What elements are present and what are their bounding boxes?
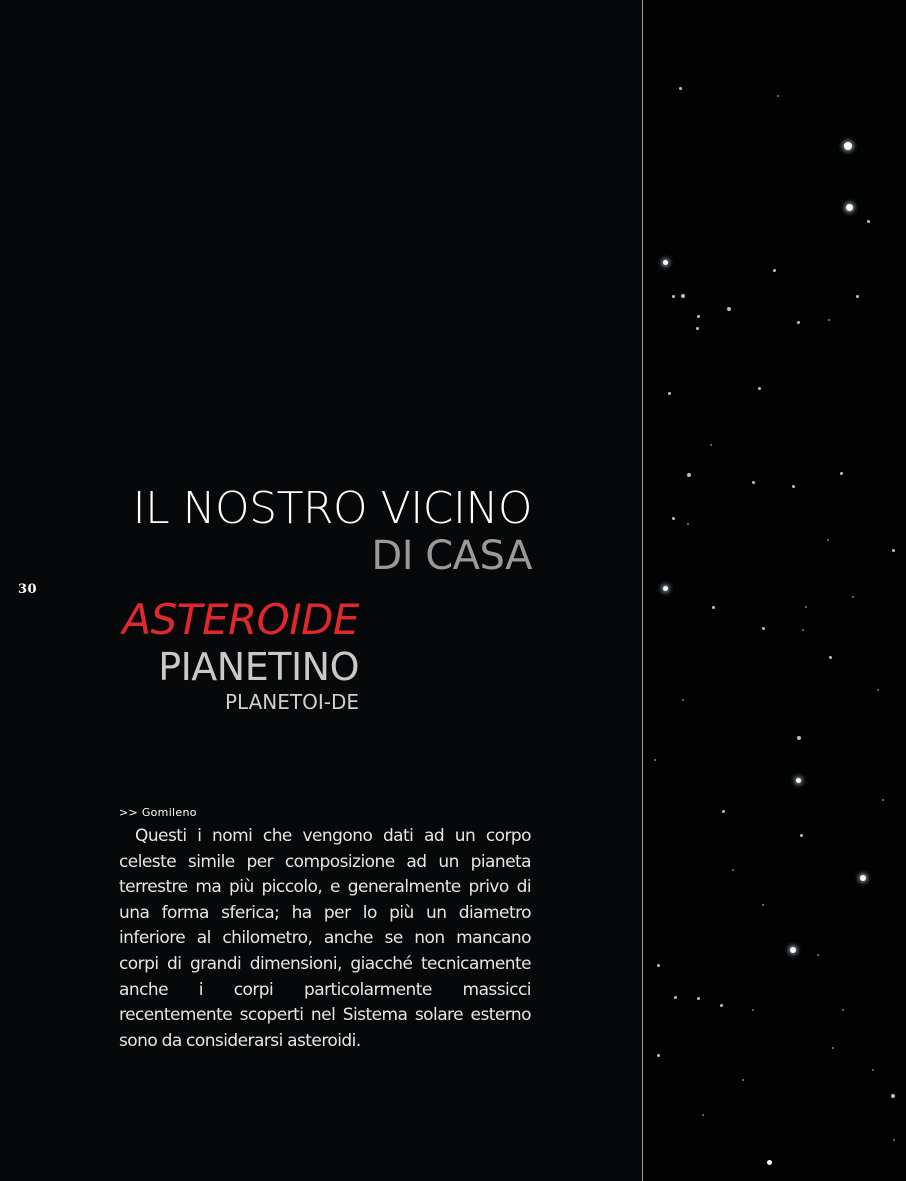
star-11 [828,319,830,321]
author-byline: >> Gomileno [119,806,197,819]
star-45 [679,87,682,90]
names-block [100,596,359,714]
star-55 [732,869,734,871]
star-35 [697,997,700,1000]
page-number: 30 [18,582,38,597]
star-39 [767,1160,772,1165]
star-46 [777,95,779,97]
star-17 [672,517,675,520]
star-15 [840,472,843,475]
star-18 [687,523,689,525]
star-4 [672,295,675,298]
star-59 [877,689,879,691]
title-line-2: DI CASA [371,533,532,579]
star-19 [792,485,795,488]
star-52 [842,1009,844,1011]
star-34 [674,996,677,999]
name-planetoide: PLANETOI-DE [224,690,359,714]
star-29 [722,810,725,813]
star-25 [852,596,854,598]
star-24 [829,656,832,659]
star-21 [712,606,715,609]
star-49 [827,539,829,541]
star-3 [681,294,685,298]
star-50 [742,1079,744,1081]
star-47 [867,220,870,223]
starfield-image [643,0,906,1181]
star-13 [758,387,761,390]
star-7 [696,327,699,330]
star-38 [657,1054,660,1057]
star-51 [702,1114,704,1116]
star-5 [727,307,731,311]
star-2 [663,260,668,265]
star-33 [657,964,660,967]
star-40 [893,1139,895,1141]
name-pianetino: PIANETINO [158,645,359,689]
star-57 [817,954,819,956]
star-22 [762,627,765,630]
star-23 [805,606,807,608]
star-48 [710,444,712,446]
star-16 [752,481,755,484]
star-6 [697,315,700,318]
star-14 [687,473,691,477]
star-37 [752,1009,754,1011]
article-title [100,484,532,578]
star-42 [872,1069,874,1071]
star-1 [846,204,853,211]
star-54 [882,799,884,801]
star-28 [796,778,801,783]
star-10 [797,321,800,324]
star-32 [790,947,796,953]
star-43 [832,1047,834,1049]
star-20 [663,586,668,591]
article-body: Questi i nomi che vengono dati ad un corpo celeste simile per composizione ad un pianeta terrestre ma più piccolo, e generalmente privo di una forma sferica; ha per lo più un diametro inferiore al chilometro, anche se non mancano corpi di grandi dimensioni, giacché tecnicamente anche i corpi particolarmente massicci recentemente scoperti nel Sistema solare esterno sono da considerarsi asteroidi. [119,826,531,1051]
star-9 [773,269,776,272]
name-asteroide: ASTEROIDE [122,595,359,644]
star-30 [800,834,803,837]
star-12 [668,392,671,395]
star-36 [720,1004,723,1007]
star-44 [892,549,895,552]
title-line-1: IL NOSTRO VICINO [132,483,532,534]
star-56 [762,904,764,906]
star-41 [891,1094,895,1098]
star-53 [654,759,656,761]
star-27 [797,736,801,740]
star-26 [802,629,804,631]
star-0 [844,142,852,150]
star-31 [860,875,866,881]
star-58 [682,699,684,701]
star-8 [856,295,859,298]
